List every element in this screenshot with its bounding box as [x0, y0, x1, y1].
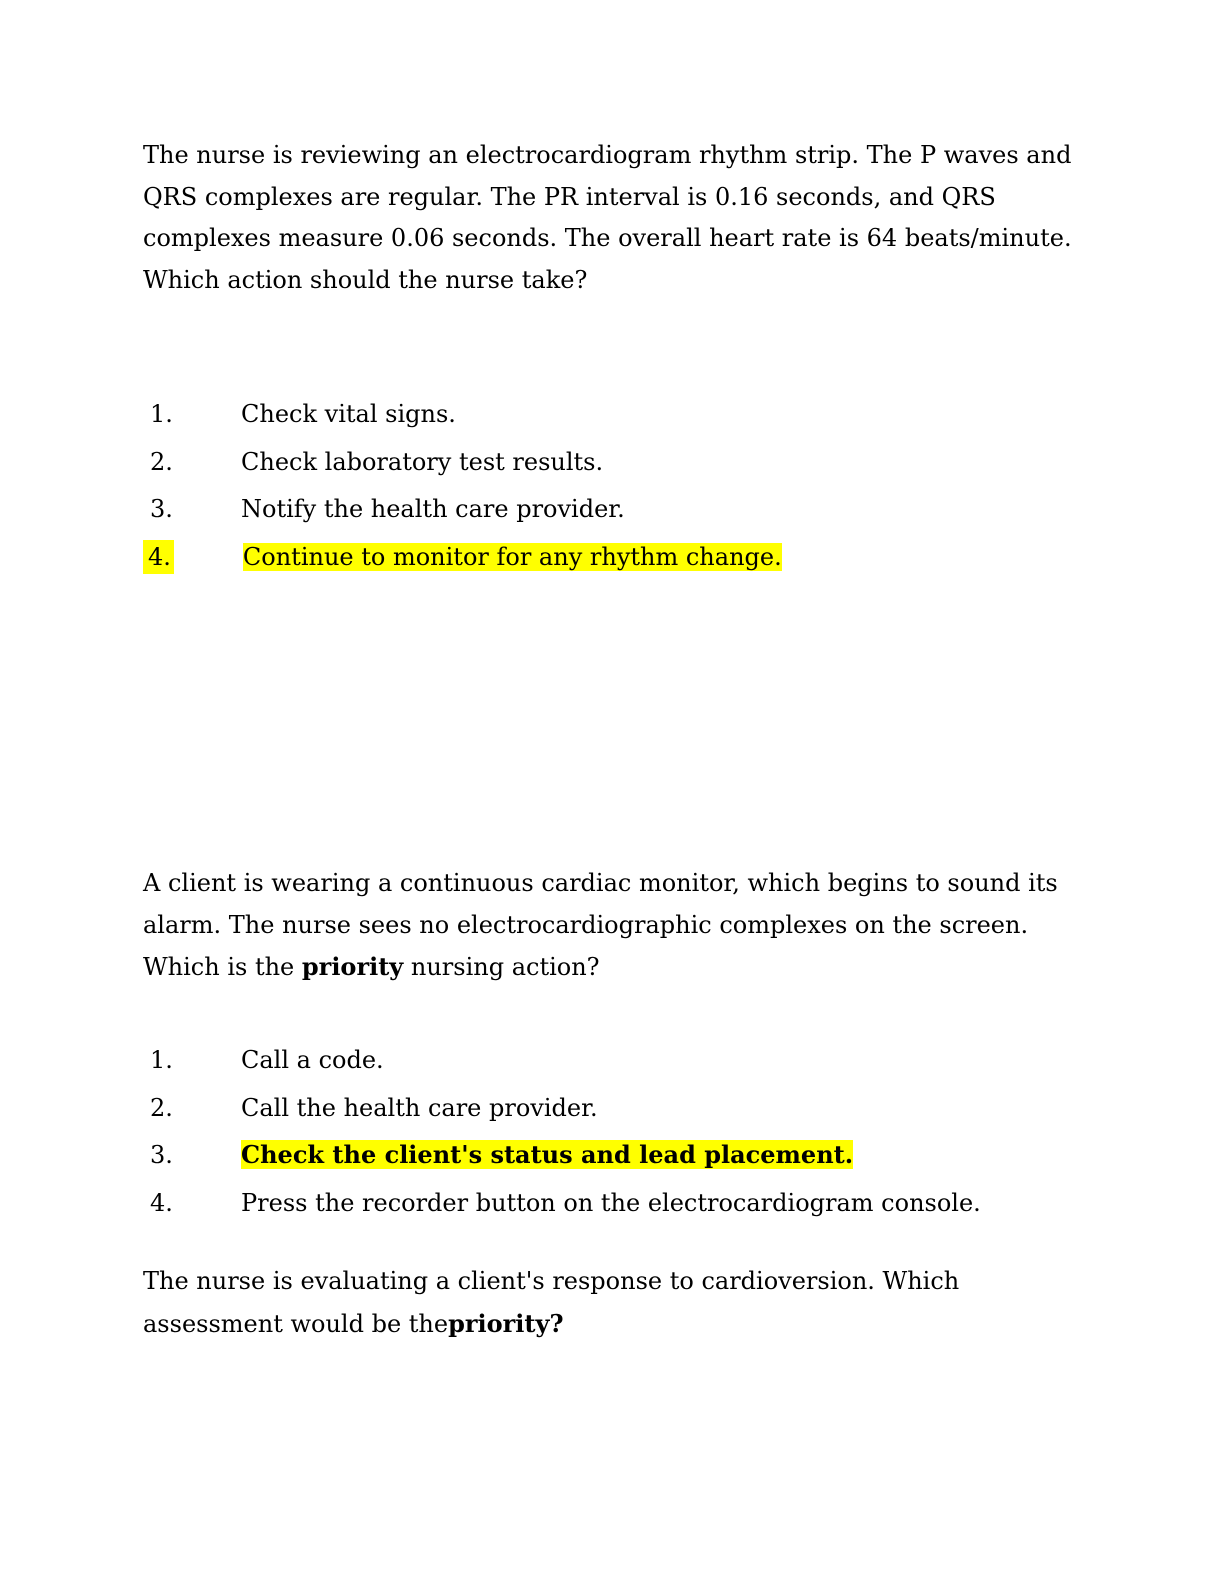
stem-text-end: nursing action? [403, 953, 600, 981]
question-3-stem [143, 1261, 1103, 1345]
option-text: Check laboratory test results. [241, 447, 604, 476]
option-number: 1. [150, 1046, 173, 1074]
list-item [143, 1186, 981, 1234]
stem-bold-priority: priority [301, 952, 404, 981]
option-text: Call the health care provider. [241, 1093, 598, 1122]
list-item [143, 397, 782, 445]
list-item [143, 1091, 981, 1139]
stem-text: A client is wearing a continuous cardiac monitor, which begins to sound its alarm. The nurse sees no electrocardiographic complexes on the screen. Which is the [143, 869, 1058, 981]
option-number: 2. [150, 447, 173, 476]
option-number: 4. [143, 540, 174, 574]
question-2-stem [143, 863, 1103, 989]
question-2-options [143, 1043, 981, 1233]
highlighted-answer-text: Check the client's status and lead placement. [241, 1140, 854, 1169]
list-item [143, 1043, 981, 1091]
option-text: Press the recorder button on the electrocardiogram console. [241, 1188, 981, 1217]
option-text: Check vital signs. [241, 400, 456, 428]
option-text: Call a code. [241, 1046, 384, 1074]
stem-text: The nurse is evaluating a client's response to cardioversion. Which assessment would be the [143, 1267, 960, 1338]
option-number: 1. [150, 400, 173, 428]
list-item-answer [143, 540, 782, 588]
list-item [143, 445, 782, 493]
option-number: 3. [150, 495, 173, 523]
option-number: 3. [150, 1141, 173, 1169]
option-number: 4. [150, 1188, 173, 1217]
list-item-answer [143, 1138, 981, 1186]
stem-bold-priority: priority? [448, 1308, 564, 1338]
question-1-options [143, 397, 782, 587]
question-1-stem: The nurse is reviewing an electrocardiogram rhythm strip. The P waves and QRS complexes are regular. The PR interval is 0.16 seconds, and QRS complexes measure 0.06 seconds. The overall heart rate is 64 beats/minute. Which action should the nurse take? [143, 141, 1072, 294]
option-text: Notify the health care provider. [241, 495, 625, 523]
highlighted-answer-text: Continue to monitor for any rhythm change. [242, 542, 782, 571]
list-item [143, 492, 782, 540]
option-number: 2. [150, 1093, 173, 1122]
